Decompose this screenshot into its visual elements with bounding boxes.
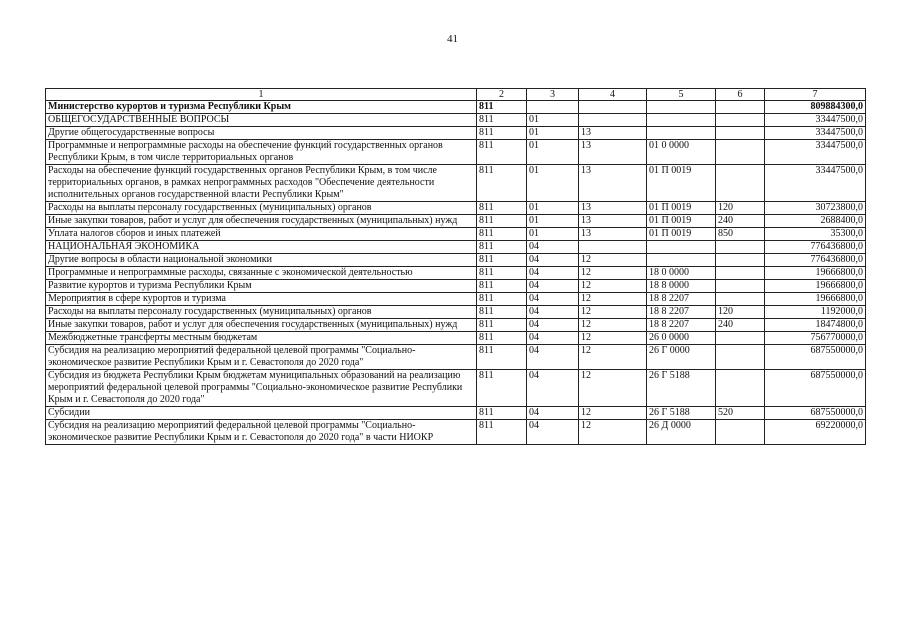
target-article-code: 01 0 0000 — [647, 140, 716, 165]
row-description: Программные и непрограммные расходы на обеспечение функций государственных органов Республики Крым, в том числе территориальных органов — [46, 140, 477, 165]
amount-value: 19666800,0 — [765, 280, 866, 293]
subsection-code: 12 — [579, 332, 647, 345]
subsection-code: 12 — [579, 345, 647, 370]
subsection-code: 13 — [579, 202, 647, 215]
target-article-code: 18 8 2207 — [647, 319, 716, 332]
amount-value: 69220000,0 — [765, 420, 866, 445]
page-number: 41 — [447, 33, 458, 45]
amount-value: 33447500,0 — [765, 114, 866, 127]
row-description: Субсидия из бюджета Республики Крым бюджетам муниципальных образований на реализацию мероприятий федеральной целевой программы "Социально-экономическое развитие Республики Крым и г. Севастополя до 2020 года" — [46, 370, 477, 407]
target-article-code: 26 Д 0000 — [647, 420, 716, 445]
amount-value: 19666800,0 — [765, 293, 866, 306]
department-code: 811 — [477, 332, 527, 345]
expense-type-code: 240 — [716, 319, 765, 332]
table-row — [46, 127, 866, 140]
amount-value: 756770000,0 — [765, 332, 866, 345]
subsection-code: 13 — [579, 165, 647, 202]
target-article-code: 18 8 2207 — [647, 293, 716, 306]
amount-value: 30723800,0 — [765, 202, 866, 215]
section-code: 04 — [527, 267, 579, 280]
target-article-code: 01 П 0019 — [647, 228, 716, 241]
expense-type-code — [716, 101, 765, 114]
expense-type-code: 240 — [716, 215, 765, 228]
subsection-code — [579, 114, 647, 127]
department-code: 811 — [477, 407, 527, 420]
amount-value: 1192000,0 — [765, 306, 866, 319]
table-body — [46, 101, 866, 445]
table-row — [46, 202, 866, 215]
column-header: 2 — [477, 89, 527, 101]
budget-table — [45, 88, 866, 445]
table-row — [46, 267, 866, 280]
target-article-code: 01 П 0019 — [647, 202, 716, 215]
expense-type-code — [716, 267, 765, 280]
column-header: 5 — [647, 89, 716, 101]
target-article-code: 18 0 0000 — [647, 267, 716, 280]
expense-type-code — [716, 114, 765, 127]
table-row — [46, 370, 866, 407]
subsection-code: 12 — [579, 370, 647, 407]
row-description: Развитие курортов и туризма Республики Крым — [46, 280, 477, 293]
subsection-code — [579, 241, 647, 254]
expense-type-code: 850 — [716, 228, 765, 241]
target-article-code: 01 П 0019 — [647, 165, 716, 202]
row-description: НАЦИОНАЛЬНАЯ ЭКОНОМИКА — [46, 241, 477, 254]
subsection-code — [579, 101, 647, 114]
table-row — [46, 332, 866, 345]
section-code: 04 — [527, 332, 579, 345]
row-description: Мероприятия в сфере курортов и туризма — [46, 293, 477, 306]
expense-type-code: 120 — [716, 306, 765, 319]
expense-type-code — [716, 345, 765, 370]
department-code: 811 — [477, 293, 527, 306]
row-description: Программные и непрограммные расходы, связанные с экономической деятельностью — [46, 267, 477, 280]
target-article-code: 26 Г 5188 — [647, 370, 716, 407]
department-code: 811 — [477, 127, 527, 140]
expense-type-code — [716, 332, 765, 345]
target-article-code — [647, 127, 716, 140]
column-header: 1 — [46, 89, 477, 101]
department-code: 811 — [477, 370, 527, 407]
section-code: 04 — [527, 345, 579, 370]
section-code: 04 — [527, 407, 579, 420]
section-code: 01 — [527, 127, 579, 140]
subsection-code: 12 — [579, 293, 647, 306]
table-row — [46, 114, 866, 127]
expense-type-code — [716, 370, 765, 407]
table-row — [46, 101, 866, 114]
department-code: 811 — [477, 215, 527, 228]
row-description: ОБЩЕГОСУДАРСТВЕННЫЕ ВОПРОСЫ — [46, 114, 477, 127]
amount-value: 776436800,0 — [765, 241, 866, 254]
amount-value: 687550000,0 — [765, 345, 866, 370]
amount-value: 2688400,0 — [765, 215, 866, 228]
target-article-code: 18 8 0000 — [647, 280, 716, 293]
amount-value: 776436800,0 — [765, 254, 866, 267]
subsection-code: 12 — [579, 407, 647, 420]
section-code: 01 — [527, 202, 579, 215]
department-code: 811 — [477, 140, 527, 165]
section-code: 01 — [527, 228, 579, 241]
subsection-code: 12 — [579, 254, 647, 267]
section-code: 04 — [527, 370, 579, 407]
amount-value: 687550000,0 — [765, 407, 866, 420]
department-code: 811 — [477, 228, 527, 241]
section-code: 04 — [527, 280, 579, 293]
department-code: 811 — [477, 345, 527, 370]
row-description: Иные закупки товаров, работ и услуг для обеспечения государственных (муниципальных) нужд — [46, 319, 477, 332]
subsection-code: 12 — [579, 420, 647, 445]
target-article-code: 26 Г 5188 — [647, 407, 716, 420]
row-description: Иные закупки товаров, работ и услуг для обеспечения государственных (муниципальных) нужд — [46, 215, 477, 228]
department-code: 811 — [477, 101, 527, 114]
section-code: 04 — [527, 319, 579, 332]
table-row — [46, 241, 866, 254]
target-article-code: 26 0 0000 — [647, 332, 716, 345]
subsection-code: 12 — [579, 267, 647, 280]
amount-value: 687550000,0 — [765, 370, 866, 407]
department-code: 811 — [477, 202, 527, 215]
subsection-code: 13 — [579, 215, 647, 228]
department-code: 811 — [477, 420, 527, 445]
expense-type-code — [716, 241, 765, 254]
department-code: 811 — [477, 254, 527, 267]
expense-type-code — [716, 293, 765, 306]
row-description: Субсидия на реализацию мероприятий федеральной целевой программы "Социально-экономическое развитие Республики Крым и г. Севастополя до 2020 года" в части НИОКР — [46, 420, 477, 445]
section-code: 04 — [527, 293, 579, 306]
department-code: 811 — [477, 241, 527, 254]
expense-type-code: 120 — [716, 202, 765, 215]
section-code: 04 — [527, 241, 579, 254]
row-description: Расходы на обеспечение функций государственных органов Республики Крым, в том числе территориальных органов, в рамках непрограммных расходов "Обеспечение деятельности исполнительных органов государственной власти Республики Крым" — [46, 165, 477, 202]
department-code: 811 — [477, 280, 527, 293]
table-row — [46, 215, 866, 228]
subsection-code: 12 — [579, 319, 647, 332]
table-row — [46, 345, 866, 370]
column-header: 7 — [765, 89, 866, 101]
section-code: 04 — [527, 306, 579, 319]
subsection-code: 12 — [579, 280, 647, 293]
table-row — [46, 254, 866, 267]
expense-type-code — [716, 254, 765, 267]
table-row — [46, 280, 866, 293]
amount-value: 33447500,0 — [765, 127, 866, 140]
column-header: 3 — [527, 89, 579, 101]
row-description: Расходы на выплаты персоналу государственных (муниципальных) органов — [46, 306, 477, 319]
amount-value: 33447500,0 — [765, 140, 866, 165]
section-code — [527, 101, 579, 114]
department-code: 811 — [477, 306, 527, 319]
subsection-code: 12 — [579, 306, 647, 319]
table-header-row — [46, 89, 866, 101]
expense-type-code: 520 — [716, 407, 765, 420]
table-row — [46, 293, 866, 306]
table-row — [46, 420, 866, 445]
table-row — [46, 165, 866, 202]
department-code: 811 — [477, 319, 527, 332]
subsection-code: 13 — [579, 127, 647, 140]
section-code: 01 — [527, 215, 579, 228]
department-code: 811 — [477, 165, 527, 202]
table-row — [46, 407, 866, 420]
expense-type-code — [716, 140, 765, 165]
table-row — [46, 140, 866, 165]
target-article-code: 18 8 2207 — [647, 306, 716, 319]
department-code: 811 — [477, 267, 527, 280]
amount-value: 35300,0 — [765, 228, 866, 241]
target-article-code — [647, 101, 716, 114]
section-code: 01 — [527, 165, 579, 202]
row-description: Уплата налогов сборов и иных платежей — [46, 228, 477, 241]
amount-value: 809884300,0 — [765, 101, 866, 114]
department-code: 811 — [477, 114, 527, 127]
subsection-code: 13 — [579, 140, 647, 165]
column-header: 4 — [579, 89, 647, 101]
expense-type-code — [716, 280, 765, 293]
row-description: Межбюджетные трансферты местным бюджетам — [46, 332, 477, 345]
table-row — [46, 228, 866, 241]
target-article-code — [647, 114, 716, 127]
row-description: Другие общегосударственные вопросы — [46, 127, 477, 140]
expense-type-code — [716, 127, 765, 140]
row-description: Расходы на выплаты персоналу государственных (муниципальных) органов — [46, 202, 477, 215]
section-code: 04 — [527, 420, 579, 445]
amount-value: 19666800,0 — [765, 267, 866, 280]
row-description: Другие вопросы в области национальной экономики — [46, 254, 477, 267]
subsection-code: 13 — [579, 228, 647, 241]
row-description: Субсидии — [46, 407, 477, 420]
section-code: 04 — [527, 254, 579, 267]
table-row — [46, 306, 866, 319]
amount-value: 33447500,0 — [765, 165, 866, 202]
table-row — [46, 319, 866, 332]
section-code: 01 — [527, 114, 579, 127]
target-article-code: 01 П 0019 — [647, 215, 716, 228]
target-article-code — [647, 241, 716, 254]
expense-type-code — [716, 420, 765, 445]
amount-value: 18474800,0 — [765, 319, 866, 332]
column-header: 6 — [716, 89, 765, 101]
row-description: Субсидия на реализацию мероприятий федеральной целевой программы "Социально-экономическое развитие Республики Крым и г. Севастополя до 2020 года" — [46, 345, 477, 370]
target-article-code — [647, 254, 716, 267]
section-code: 01 — [527, 140, 579, 165]
target-article-code: 26 Г 0000 — [647, 345, 716, 370]
row-description: Министерство курортов и туризма Республики Крым — [46, 101, 477, 114]
expense-type-code — [716, 165, 765, 202]
